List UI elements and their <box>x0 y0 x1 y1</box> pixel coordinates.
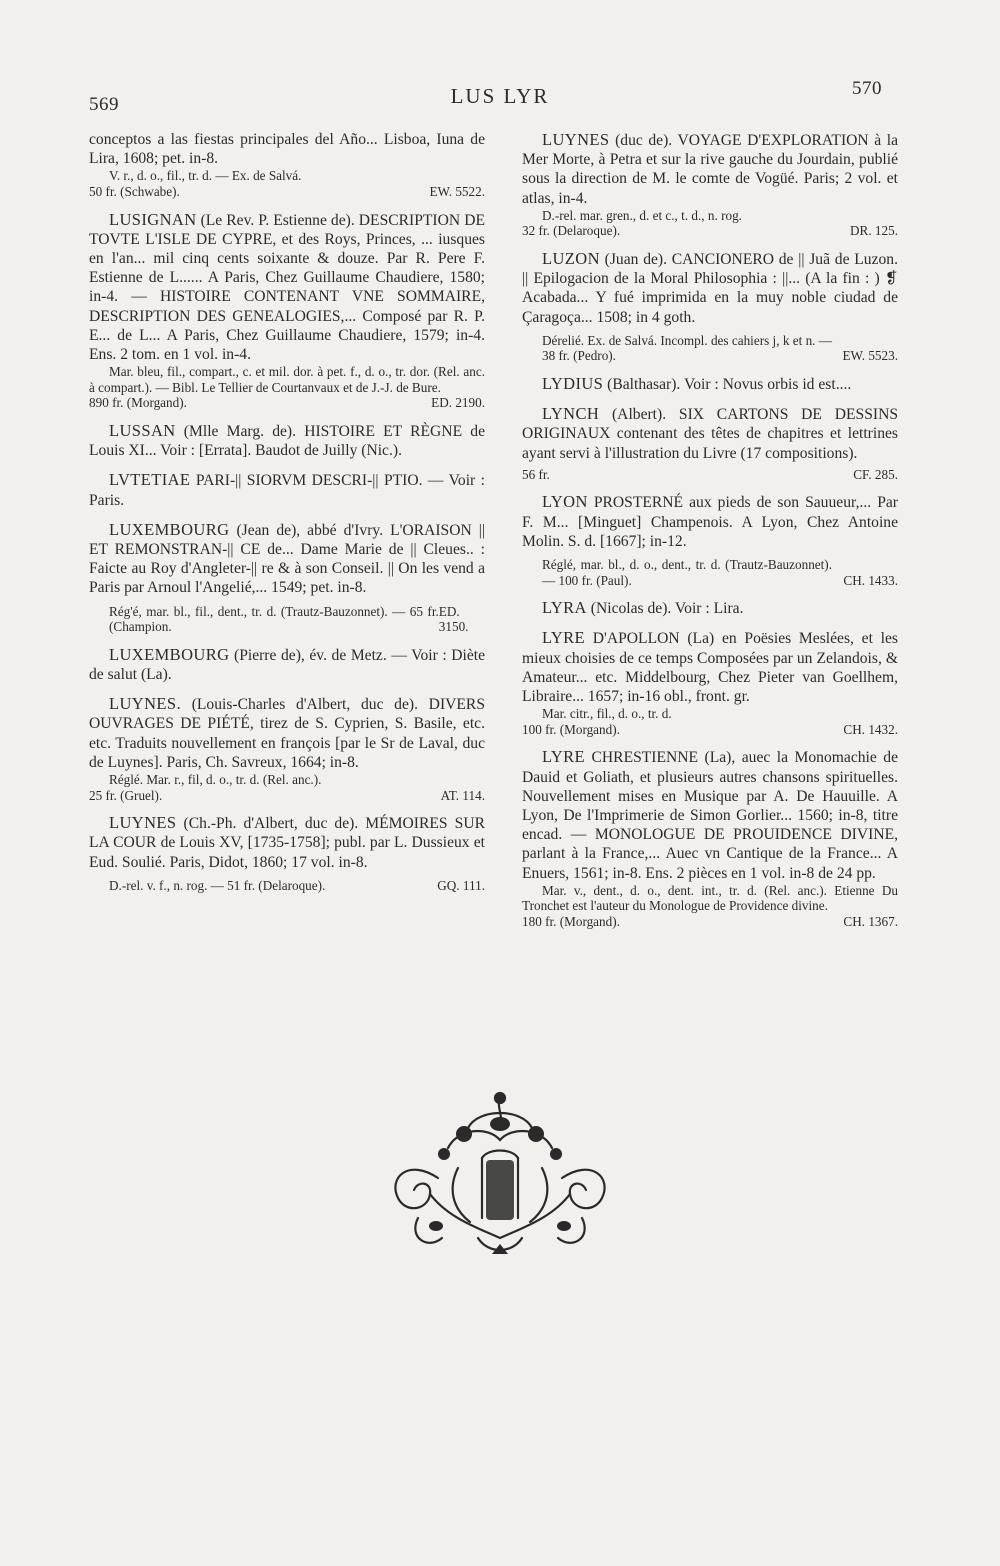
entry-price: 890 fr. (Morgand). <box>89 395 187 411</box>
entry-text: (Balthasar). Voir : Novus orbis id est.... <box>607 376 852 393</box>
entry-price: 25 fr. (Gruel). <box>89 787 163 803</box>
entry-price-row <box>522 722 898 738</box>
entry-price-row <box>89 878 485 894</box>
catalog-entry <box>89 694 485 803</box>
entry-ref: EW. 5522. <box>429 184 485 199</box>
entry-note: Rég'é, mar. bl., fil., dent., tr. d. (Trautz-Bauzonnet). — 65 fr. (Champion. <box>109 603 439 635</box>
entry-text: (Ch.-Ph. d'Albert, duc de). MÉMOIRES SUR LA COUR de Louis XV, [1735-1758]; publ. par L. Dussieux et Eud. Soulié. Paris, Didot, 1860; 17 vol. in-8. <box>89 815 485 871</box>
entry-price-row <box>522 914 898 930</box>
entry-ref: ED. 2190. <box>431 395 485 411</box>
catalog-entry <box>522 598 898 618</box>
entry-heading: LYRE <box>542 628 586 648</box>
entry-heading: LYRE <box>542 747 586 767</box>
running-title: LUS LYR <box>450 84 550 108</box>
catalog-entry <box>89 645 485 684</box>
entry-ref: CH. 1432. <box>843 721 898 737</box>
entry-note: Mar. v., dent., d. o., dent. int., tr. d. (Rel. anc.). Etienne Du Tronchet est l'auteur du Monologue de Providence divine. <box>522 882 898 914</box>
entry-note: Réglé. Mar. r., fil, d. o., tr. d. (Rel. anc.). <box>109 772 322 788</box>
entry-price-row <box>89 184 485 200</box>
entry-heading: LYDIUS <box>542 374 604 393</box>
entry-heading: LUSIGNAN <box>109 209 197 229</box>
entry-price-row <box>522 557 898 588</box>
entry-heading: LYNCH <box>542 404 600 424</box>
catalog-entry <box>522 747 898 929</box>
entry-text: (duc de). VOYAGE D'EXPLORATION à la Mer Morte, à Petra et sur la rive gauche du Jourdain, publié sous la direction de M. le comte de Vogüé. Paris; 2 vol. et atlas, in-4. <box>522 132 898 207</box>
page-number-right: 570 <box>852 78 882 99</box>
entry-note: Mar. citr., fil., d. o., tr. d. <box>542 706 672 722</box>
entry-text: conceptos a las fiestas principales del Año... Lisboa, Iuna de Lira, 1608; pet. in-8. <box>89 131 485 168</box>
catalog-entry <box>89 421 485 460</box>
entry-price-row <box>522 223 898 239</box>
entry-text: D'APOLLON (La) en Poësies Meslées, et les mieux choisies de ce temps Composées par un Zelandois, & Amateur... etc. Middelbourg, Chez Pieter van Goellhem, Libraire... 1657; in-16 obl., front. gr. <box>522 630 898 706</box>
catalog-entry <box>522 130 898 239</box>
entry-price: 180 fr. (Morgand). <box>522 914 620 930</box>
entry-heading: LUYNES <box>542 130 610 149</box>
entry-heading: LVTETIAE <box>109 470 191 490</box>
entry-heading: LYRA <box>542 598 587 618</box>
entry-ref: CH. 1367. <box>843 914 898 930</box>
catalog-entry <box>522 628 898 737</box>
entry-text: CHRESTIENNE (La), auec la Monomachie de Dauid et Goliath, et plusieurs autres chansons spirituelles. Nouvellement mises en Musique par A. De Hauuille. A Lyon, De l'Imprimerie de Simon Gorlier... 1560; in-8, titre encad. — MONOLOGUE DE PROUIDENCE DIVINE, parlant à la France,... Auec vn Cantique de la France... A Enuers, 1561; in-8. Ens. 2 pièces en 1 vol. in-8 de 24 pp. <box>522 749 898 882</box>
entry-price: 50 fr. (Schwabe). <box>89 184 180 199</box>
entry-text: (Juan de). CANCIONERO de || Juã de Luzon. || Epilogacion de la Moral Philosophia : ||... (A la fin : ) ❡ Acabada... Y fué imprimida en la muy noble ciudad de Çaragoça... 1508; in 4 goth. <box>522 251 898 326</box>
entry-heading: LUYNES. <box>109 694 182 714</box>
catalog-entry <box>522 374 898 394</box>
catalog-entry <box>522 404 898 482</box>
right-column <box>522 130 898 940</box>
entry-price: 100 fr. (Morgand). <box>522 721 620 737</box>
entry-heading: LUYNES <box>109 813 177 833</box>
catalog-entry <box>522 249 898 364</box>
entry-price-row <box>89 788 485 804</box>
entry-text: (Le Rev. P. Estienne de). DESCRIPTION DE TOVTE L'ISLE DE CYPRE, et des Roys, Princes, ... iusques en l'an... mil cinq cents soixante & douze. Par R. Pere F. Estienne de L...... A Paris, Chez Guillaume Chaudiere, 1580; in-4. — HISTOIRE CONTENANT VNE SOMMAIRE, DESCRIPTION DES GENEALOGIES,... Composé par R. P. E... de L... A Paris, Chez Guillaume Chaudiere, 1579; in-4. Ens. 2 tom. en 1 vol. in-4. <box>89 211 485 364</box>
entry-note: Mar. bleu, fil., compart., c. et mil. dor. à pet. f., d. o., tr. dor. (Rel. anc. à compart.). — Bibl. Le Tellier de Courtanvaux et de J.-J. de Bure. <box>89 364 485 395</box>
entry-text: (Mlle Marg. de). HISTOIRE ET RÈGNE de Louis XI... Voir : [Errata]. Baudot de Juilly (Nic.). <box>89 423 485 460</box>
entry-note: D.-rel. v. f., n. rog. — 51 fr. (Delaroque). <box>109 877 326 893</box>
catalog-entry <box>89 520 485 635</box>
entry-text: (Louis-Charles d'Albert, duc de). DIVERS OUVRAGES DE PIÉTÉ, tirez de S. Cyprien, S. Basile, etc. etc. Traduits nouvellement en françois [par le Sr de Laval, duc de Luynes]. Paris, Ch. Savreux, 1664; in-8. <box>89 696 485 771</box>
entry-text: PROSTERNÉ aux pieds de son Sauueur,... Par F. M... [Minguet] Champenois. A Lyon, Chez Antoine Molin. S. d. [1667]; in-12. <box>522 494 898 550</box>
catalog-entry <box>89 210 485 411</box>
entry-text: PARI-|| SIORVM DESCRI-|| PTIO. — Voir : Paris. <box>89 472 485 509</box>
entry-ref: DR. 125. <box>850 223 898 239</box>
entry-ref: AT. 114. <box>440 787 485 803</box>
entry-text: (Pierre de), év. de Metz. — Voir : Diète de salut (La). <box>89 646 486 684</box>
page-header <box>0 78 1000 115</box>
entry-note: Réglé, mar. bl., d. o., dent., tr. d. (Trautz-Bauzonnet). — 100 fr. (Paul). <box>542 557 832 588</box>
entry-ref: CH. 1433. <box>843 572 898 588</box>
entry-ref: ED. 3150. <box>438 603 469 635</box>
entry-text: (Nicolas de). Voir : Lira. <box>590 600 744 618</box>
entry-ref: EW. 5523. <box>842 348 898 364</box>
entry-ref: GQ. 111. <box>437 877 485 893</box>
entry-note: D.-rel. mar. gren., d. et c., t. d., n. rog. <box>542 207 742 223</box>
left-column <box>89 130 485 903</box>
entry-price-row <box>89 395 485 411</box>
catalog-entry <box>89 813 485 893</box>
entry-note: V. r., d. o., fil., tr. d. — Ex. de Salvá. <box>109 168 302 184</box>
entry-price-row <box>89 604 485 635</box>
catalog-entry <box>89 470 485 509</box>
floral-cul-de-lampe-icon <box>378 1088 622 1260</box>
catalog-entry <box>522 492 898 588</box>
entry-ref: CF. 285. <box>853 466 898 482</box>
entry-heading: LUZON <box>542 249 600 268</box>
entry-heading: LUXEMBOURG <box>109 644 230 664</box>
entry-text: (Jean de), abbé d'Ivry. L'ORAISON || ET REMONSTRAN-|| CE de... Dame Marie de || Cleues.. : Faicte au Roy d'Angleter-|| re & à son Conseil. || On les vend a Paris par Arnoul l'Angelié,... 1549; pet. in-8. <box>89 521 485 597</box>
entry-price-row <box>522 333 898 364</box>
catalog-entry <box>89 130 485 200</box>
entry-heading: LUXEMBOURG <box>109 519 230 539</box>
entry-heading: LYON <box>542 492 588 512</box>
entry-text: (Albert). SIX CARTONS DE DESSINS ORIGINAUX contenant des têtes de chapitres et lettrines ayant servi à l'illustration du Livre (17 compositions). <box>522 406 898 462</box>
entry-heading: LUSSAN <box>109 421 176 440</box>
entry-price: 56 fr. <box>522 466 550 482</box>
entry-price-row <box>522 467 898 483</box>
entry-price: 32 fr. (Delaroque). <box>522 223 621 239</box>
page-number-left: 569 <box>89 94 119 115</box>
entry-note: Dérelié. Ex. de Salvá. Incompl. des cahiers j, k et n. — 38 fr. (Pedro). <box>542 332 832 364</box>
